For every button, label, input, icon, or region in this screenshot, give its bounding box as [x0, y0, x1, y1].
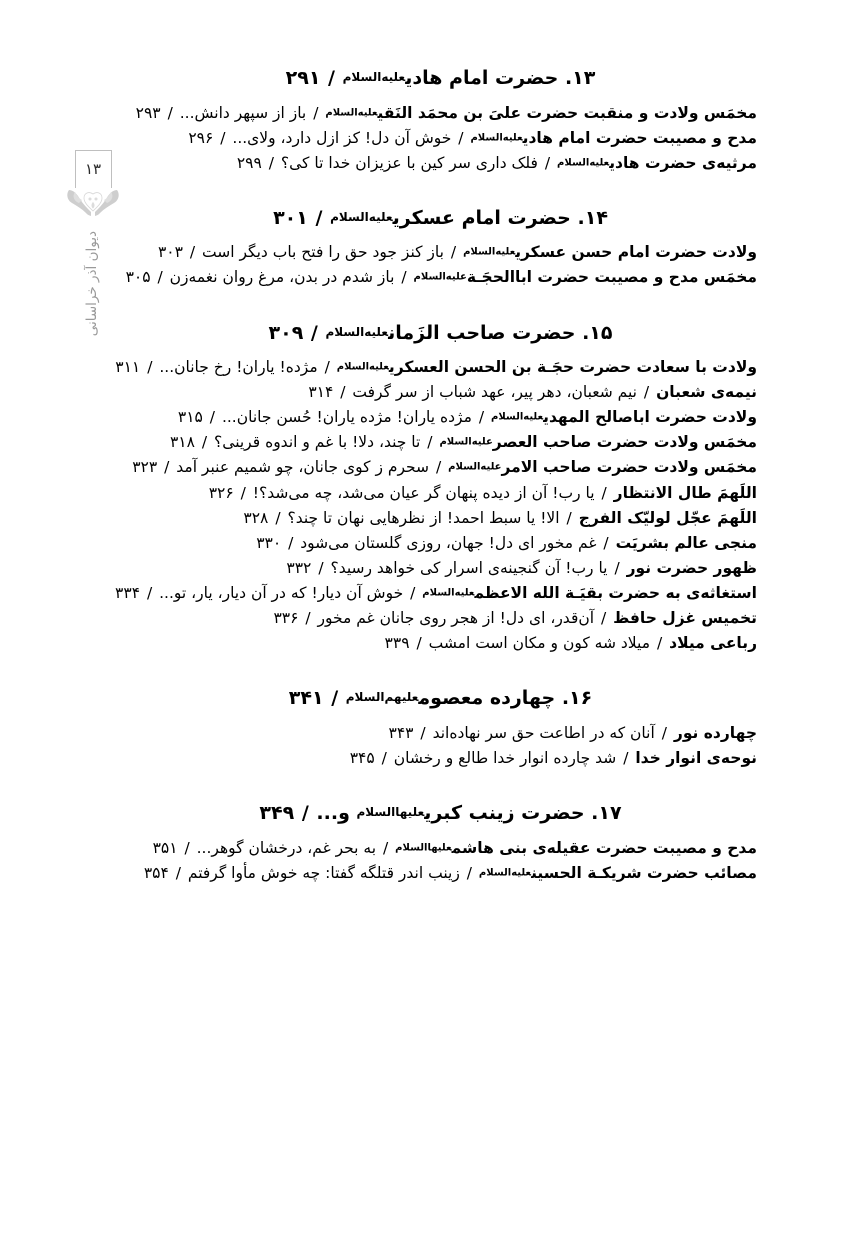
entry-separator: / [383, 838, 389, 857]
toc-entry[interactable] [124, 126, 757, 151]
entry-separator: / [196, 433, 213, 452]
entry-separator: / [623, 748, 629, 767]
section-title: حضرت امام هادی [405, 67, 559, 89]
entry-separator: / [643, 383, 650, 402]
toc-entry[interactable] [124, 455, 757, 480]
entry-title: ظهور حضرت نور [626, 558, 757, 577]
entry-separator: / [142, 584, 158, 603]
toc-entry[interactable] [124, 265, 757, 290]
toc-entry[interactable] [124, 405, 757, 430]
toc-entry[interactable] [124, 481, 757, 506]
entry-first-verse: تا چند، دلا! با غم و اندوه قرینی؟ [214, 433, 421, 452]
toc-entry[interactable] [124, 380, 757, 405]
entry-separator: / [170, 863, 186, 882]
toc-section [124, 799, 757, 886]
entry-separator: / [450, 243, 457, 262]
toc-entry-list [115, 355, 757, 656]
honorific-abbreviation: علیهم‌السلام [345, 690, 419, 705]
table-of-contents [115, 64, 757, 886]
entry-title: منجی عالم بشریَت [615, 533, 757, 552]
entry-first-verse: زینب اندر قتلگه گفتا: چه خوش مأوا گرفتم [187, 863, 460, 882]
toc-entry[interactable] [124, 861, 757, 886]
entry-page-number: ۲۹۶ [188, 128, 214, 147]
entry-separator: / [566, 508, 572, 527]
section-number: ۱۵. [582, 321, 613, 344]
entry-title: رباعی میلاد [669, 634, 757, 653]
entry-separator: / [324, 358, 330, 377]
entry-separator: / [401, 268, 407, 287]
entry-title: نیمه‌ی شعبان [656, 383, 757, 402]
entry-title: مصائب حضرت شریکـة الحسین [531, 863, 757, 882]
entry-separator: / [335, 383, 351, 402]
entry-first-verse: غم مخور ای دل! جهان، روزی گلستان می‌شود [300, 533, 597, 552]
entry-page-number: ۳۵۴ [143, 863, 169, 882]
entry-first-verse: یا رب! آن از دیده پنهان گر عیان می‌شد، چه می‌شد؟! [252, 483, 595, 502]
honorific-abbreviation: علیهاالسلام [395, 842, 452, 854]
entry-separator: / [263, 153, 279, 172]
entry-separator: / [614, 558, 620, 577]
entry-page-number: ۳۲۸ [243, 508, 269, 527]
heading-separator: / [301, 802, 309, 825]
entry-page-number: ۳۱۱ [115, 358, 141, 377]
entry-title: اللَهمَ طال الانتظار [613, 483, 757, 502]
folio-number-box [75, 150, 112, 188]
toc-entry[interactable] [124, 430, 757, 455]
entry-first-verse: به بحر غم، درخشان گوهر... [196, 838, 377, 857]
honorific-abbreviation: علیه‌السلام [439, 436, 493, 448]
honorific-abbreviation: علیه‌السلام [463, 246, 516, 258]
honorific-abbreviation: علیه‌السلام [336, 361, 389, 373]
margin-furniture [62, 150, 124, 336]
book-title-vertical: دیوان آذر خراسانی [84, 231, 101, 337]
entry-title: ولادت حضرت اباصالح المهدی [543, 408, 757, 427]
section-title: حضرت امام عسکری [392, 206, 571, 229]
honorific-abbreviation: علیه‌السلام [325, 324, 389, 339]
section-page-number: ۳۰۱ [273, 206, 308, 229]
entry-first-verse: آن‌قدر، ای دل! از هجر روی جانان غم مخور [317, 609, 595, 628]
toc-entry-list [124, 101, 757, 176]
toc-entry[interactable] [115, 581, 757, 606]
toc-entry[interactable] [124, 556, 757, 581]
entry-page-number: ۳۳۲ [286, 558, 312, 577]
entry-title: مدح و مصیبت حضرت عقیله‌ی بنی هاشم [451, 838, 757, 857]
toc-entry-list [124, 836, 757, 886]
entry-page-number: ۲۹۹ [236, 153, 262, 172]
entry-title: مخمَس ولادت حضرت صاحب العصر [492, 433, 757, 452]
entry-title: ولادت با سعادت حضرت حجَـة بن الحسن العسکری [388, 358, 757, 377]
toc-section [115, 319, 757, 657]
toc-entry[interactable] [124, 101, 757, 126]
honorific-abbreviation: علیه‌السلام [470, 132, 523, 144]
entry-separator: / [142, 358, 158, 377]
toc-section-heading[interactable] [124, 204, 757, 233]
entry-separator: / [184, 243, 201, 262]
toc-entry-list [124, 240, 757, 290]
entry-title: مخمَس ولادت و منقبت حضرت علیَ بن محمَد النَقی [377, 103, 757, 122]
section-page-number: ۳۰۹ [268, 321, 304, 344]
entry-separator: / [466, 863, 472, 882]
section-number: ۱۷. [591, 802, 622, 825]
entry-title: مخمَس مدح و مصیبت حضرت اباالحجَـة [466, 268, 757, 287]
toc-entry[interactable] [124, 836, 757, 861]
toc-section [124, 684, 757, 771]
entry-separator: / [656, 634, 663, 653]
entry-separator: / [661, 723, 667, 742]
honorific-abbreviation: علیه‌السلام [413, 271, 467, 283]
entry-title: ولادت حضرت امام حسن عسکری [515, 243, 757, 262]
entry-separator: / [152, 268, 168, 287]
entry-separator: / [410, 584, 416, 603]
section-number: ۱۴. [577, 206, 608, 229]
honorific-abbreviation: علیه‌السلام [448, 461, 502, 473]
entry-page-number: ۳۴۳ [388, 723, 414, 742]
entry-separator: / [544, 153, 551, 172]
honorific-abbreviation: علیه‌السلام [557, 157, 610, 169]
heading-separator: / [315, 206, 323, 229]
toc-entry[interactable] [124, 531, 757, 556]
toc-section-heading[interactable] [124, 64, 757, 93]
entry-separator: / [162, 103, 178, 122]
entry-page-number: ۲۹۳ [135, 103, 161, 122]
entry-page-number: ۳۴۵ [349, 748, 375, 767]
toc-entry[interactable] [124, 721, 757, 746]
entry-separator: / [435, 458, 442, 477]
entry-separator: / [313, 558, 329, 577]
section-title: چهارده معصوم [418, 687, 556, 710]
entry-page-number: ۳۳۹ [384, 634, 410, 653]
entry-title: مدح و مصیبت حضرت امام هادی [522, 128, 757, 147]
entry-separator: / [603, 533, 609, 552]
section-title: حضرت صاحب الزَمان [388, 321, 576, 344]
entry-first-verse: باز از سپهر دانش... [179, 103, 307, 122]
heading-separator: / [331, 687, 339, 710]
entry-first-verse: مژده! یاران! رخ جانان... [159, 358, 318, 377]
honorific-abbreviation: علیه‌السلام [325, 107, 378, 118]
entry-separator: / [283, 533, 299, 552]
entry-first-verse: الا! یا سبط احمد! از نظرهایی نهان تا چند؟ [287, 508, 560, 527]
entry-separator: / [478, 408, 485, 427]
toc-entry[interactable] [124, 746, 757, 771]
heading-separator: / [310, 321, 318, 344]
entry-title: مرثیه‌ی حضرت هادی [609, 153, 757, 172]
toc-entry[interactable] [124, 240, 757, 265]
entry-separator: / [270, 508, 286, 527]
entry-page-number: ۳۱۸ [169, 433, 195, 452]
entry-page-number: ۳۱۵ [177, 408, 203, 427]
entry-first-verse: میلاد شه کون و مکان است امشب [428, 634, 650, 653]
section-page-number: ۳۴۹ [259, 802, 295, 825]
entry-separator: / [458, 128, 464, 147]
section-title-suffix: و... [316, 802, 350, 825]
honorific-abbreviation: علیه‌السلام [330, 209, 393, 224]
honorific-abbreviation: علیه‌السلام [491, 411, 544, 423]
honorific-abbreviation: علیه‌السلام [478, 867, 532, 879]
toc-section-heading[interactable] [124, 799, 757, 828]
entry-first-verse: سحرم ز کوی جانان، چو شمیم عنبر آمد [176, 458, 430, 477]
entry-page-number: ۳۳۴ [115, 584, 141, 603]
heart-ornament-icon [65, 187, 121, 217]
entry-page-number: ۳۲۶ [208, 483, 234, 502]
entry-separator: / [204, 408, 220, 427]
entry-title: نوحه‌ی انوار خدا [635, 748, 757, 767]
entry-separator: / [601, 483, 607, 502]
entry-first-verse: نیم شعبان، دهر پیر، عهد شباب از سر گرفت [352, 383, 637, 402]
toc-entry[interactable] [124, 631, 757, 656]
entry-title: استغاثه‌ی به حضرت بقیَـة الله الاعظم [474, 584, 757, 603]
honorific-abbreviation: علیه‌السلام [342, 70, 406, 84]
entry-separator: / [600, 609, 607, 628]
section-page-number: ۲۹۱ [285, 67, 321, 89]
section-number: ۱۳. [564, 67, 596, 89]
entry-separator: / [313, 103, 319, 122]
entry-first-verse: مژده یاران! مژده یاران! حُسن جانان... [221, 408, 472, 427]
entry-first-verse: شد چارده انوار خدا طالع و رخشان [393, 748, 617, 767]
section-page-number: ۳۴۱ [288, 687, 324, 710]
entry-first-verse: خوش آن دیار! که در آن دیار، یار، تو... [159, 584, 404, 603]
entry-title: تخمیس غزل حافظ [613, 609, 757, 628]
toc-section-heading[interactable] [124, 319, 757, 348]
entry-first-verse: یا رب! آن گنجینه‌ی اسرار کی خواهد رسید؟ [330, 558, 608, 577]
honorific-abbreviation: علیهاالسلام [356, 805, 425, 820]
entry-page-number: ۳۳۶ [273, 609, 299, 628]
entry-page-number: ۳۰۳ [157, 243, 183, 262]
entry-first-verse: باز کنز جود حق را فتح باب دیگر است [202, 243, 444, 262]
section-number: ۱۶. [561, 687, 593, 710]
entry-separator: / [179, 838, 195, 857]
entry-first-verse: آنان که در اطاعت حق سر نهاده‌اند [432, 723, 655, 742]
entry-title: چهارده نور [673, 723, 757, 742]
toc-entry[interactable] [124, 506, 757, 531]
toc-entry[interactable] [124, 606, 757, 631]
entry-title: مخمَس ولادت حضرت صاحب الامر [501, 458, 757, 477]
entry-page-number: ۳۱۴ [308, 383, 334, 402]
entry-separator: / [415, 723, 431, 742]
entry-separator: / [235, 483, 251, 502]
entry-separator: / [300, 609, 316, 628]
entry-page-number: ۳۳۰ [256, 533, 282, 552]
entry-title: اللَهمَ عجّل لولیّک الفرج [578, 508, 757, 527]
entry-separator: / [411, 634, 427, 653]
entry-first-verse: فلک داری سر کین با عزیزان خدا تا کی؟ [280, 153, 538, 172]
entry-separator: / [427, 433, 433, 452]
entry-page-number: ۳۰۵ [125, 268, 151, 287]
toc-section-heading[interactable] [124, 684, 757, 713]
toc-section [124, 204, 757, 291]
toc-section [124, 64, 757, 176]
honorific-abbreviation: علیه‌السلام [422, 587, 475, 599]
entry-separator: / [376, 748, 392, 767]
entry-page-number: ۳۲۳ [132, 458, 158, 477]
entry-first-verse: باز شدم در بدن، مرغ روان نغمه‌زن [169, 268, 395, 287]
section-title: حضرت زینب کبری [424, 802, 585, 825]
heading-separator: / [328, 67, 335, 89]
entry-first-verse: خوش آن دل! کز ازل دارد، ولای... [232, 128, 452, 147]
entry-separator: / [215, 128, 231, 147]
entry-page-number: ۳۵۱ [152, 838, 178, 857]
toc-entry-list [124, 721, 757, 771]
toc-entry[interactable] [124, 151, 757, 176]
toc-entry[interactable] [115, 355, 757, 380]
entry-separator: / [159, 458, 175, 477]
folio-number: ۱۳ [84, 160, 102, 178]
